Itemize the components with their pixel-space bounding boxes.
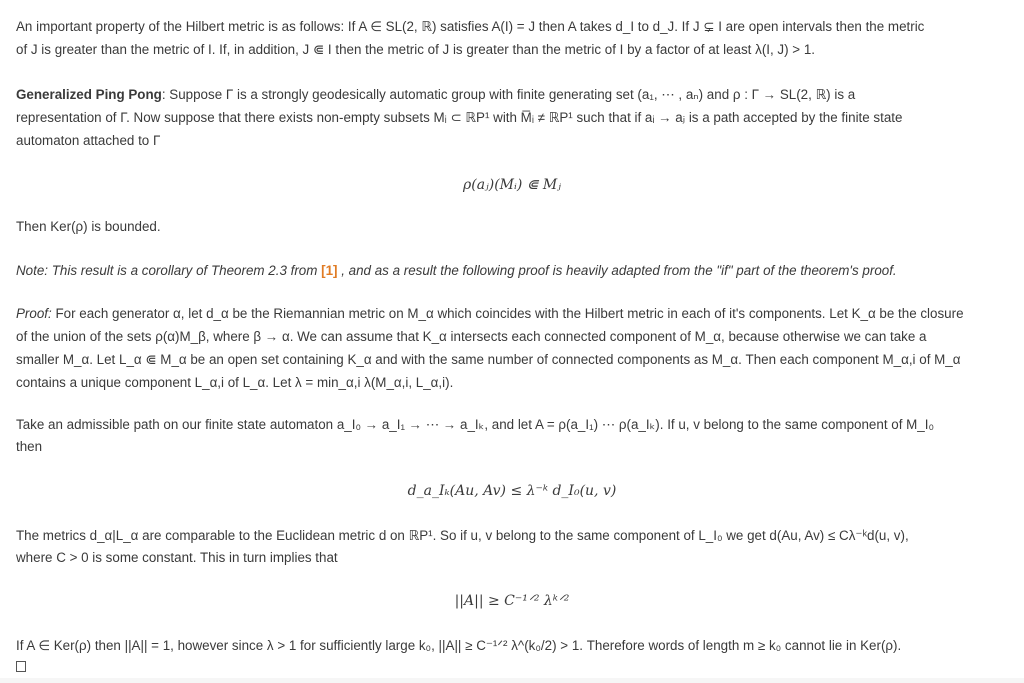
final-line: If A ∈ Ker(ρ) then ||A|| = 1, however since λ > 1 for sufficiently large k₀, ||A|| ≥ C⁻¹ᐟ² λ^(k₀/2) > 1. Therefore words of length m ≥ k₀ cannot lie in Ker(ρ). [16, 638, 902, 653]
intro-line-2: of J is greater than the metric of I. If, in addition, J ⋐ I then the metric of J is greater than the metric of I by a factor of at least λ(I, J) > 1. [16, 42, 816, 57]
theorem-text: : Suppose Γ is a strongly geodesically automatic group with finite generating set (a₁, ⋯ , aₙ) and ρ : Γ → SL(2, ℝ) is a [161, 87, 856, 102]
note-text: Note: This result is a corollary of Theorem 2.3 from [16, 263, 322, 278]
theorem-line-3: automaton attached to Γ [16, 133, 161, 148]
equation-norm: ||A|| ≥ C⁻¹ᐟ² λᵏᐟ² [454, 593, 570, 609]
intro-line-1: An important property of the Hilbert metric is as follows: If A ∈ SL(2, ℝ) satisfies A(I) = J then A takes d_I to d_J. If J ⊊ I are open intervals then the metric [16, 19, 925, 34]
theorem-line-2: representation of Γ. Now suppose that there exists non-empty subsets Mᵢ ⊂ ℝP¹ with M̅ᵢ ≠ ℝP¹ such that if aᵢ → aⱼ is a path accepted by the finite state [16, 110, 903, 125]
note [16, 261, 897, 281]
note-text-after: , and as a result the following proof is heavily adapted from the "if" part of the theorem's proof. [337, 263, 897, 278]
theorem-title: Generalized Ping Pong [16, 87, 162, 102]
proof-line-2: of the union of the sets ρ(α)M_β, where β → α. We can assume that K_α intersects each connected component of M_α, because otherwise we can take a [16, 329, 927, 344]
metric-line-2: where C > 0 is some constant. This in turn implies that [16, 550, 338, 565]
proof-line-1 [16, 304, 964, 324]
proof-text: For each generator α, let d_α be the Riemannian metric on M_α which coincides with the Hilbert metric in each of it's components. Let K_α be the closure [51, 306, 964, 321]
theorem-line-1 [16, 85, 855, 105]
path-line-1: Take an admissible path on our finite state automaton a_I₀ → a_I₁ → ⋯ → a_Iₖ, and let A = ρ(a_I₁) ⋯ ρ(a_Iₖ). If u, v belong to the same component of M_I₀ [16, 417, 935, 432]
footer-strip [0, 678, 1024, 683]
citation-link[interactable]: [1] [321, 263, 338, 278]
theorem-conclusion: Then Ker(ρ) is bounded. [16, 219, 161, 234]
metric-line-1: The metrics d_α|L_α are comparable to the Euclidean metric d on ℝP¹. So if u, v belong to the same component of L_I₀ we get d(Au, Av) ≤ Cλ⁻ᵏd(u, v), [16, 528, 909, 543]
theorem-equation: ρ(aⱼ)(Mᵢ) ⋐ Mⱼ [463, 177, 561, 193]
equation-contraction: d_a_Iₖ(Au, Av) ≤ λ⁻ᵏ d_I₀(u, v) [407, 483, 617, 499]
qed-square-icon [16, 661, 26, 672]
path-line-2: then [16, 439, 43, 454]
proof-line-4: contains a unique component L_α,i of L_α. Let λ = min_α,i λ(M_α,i, L_α,i). [16, 375, 454, 390]
proof-label: Proof: [16, 306, 52, 321]
proof-line-3: smaller M_α. Let L_α ⋐ M_α be an open set containing K_α and with the same number of connected components as M_α. Then each component M_α,i of M_α [16, 352, 961, 367]
